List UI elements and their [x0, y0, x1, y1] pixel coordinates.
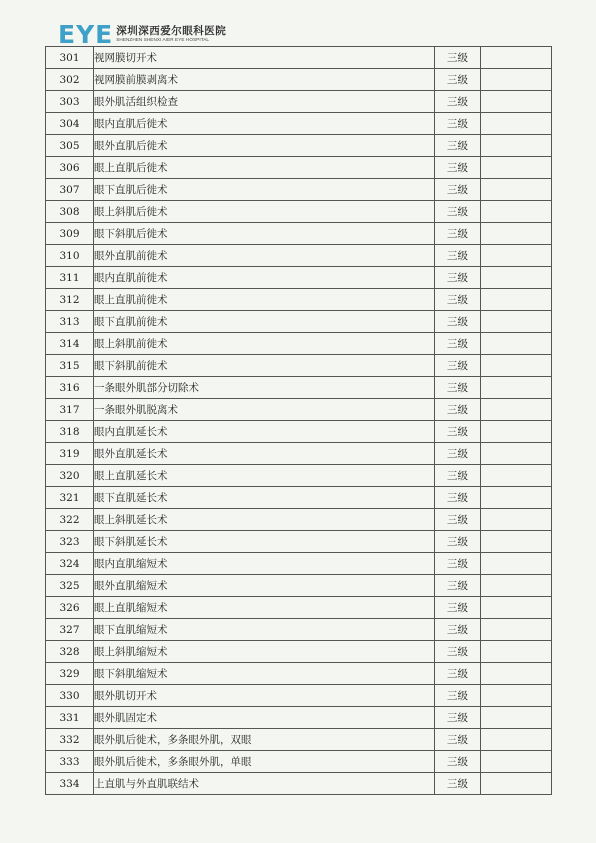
- surgery-level: 三级: [435, 135, 481, 157]
- remarks-cell: [481, 465, 552, 487]
- row-number: 327: [46, 619, 94, 641]
- surgery-level: 三级: [435, 223, 481, 245]
- remarks-cell: [481, 773, 552, 795]
- procedure-name: 眼外肌后徙术，多条眼外肌，双眼: [94, 729, 435, 751]
- remarks-cell: [481, 47, 552, 69]
- remarks-cell: [481, 751, 552, 773]
- remarks-cell: [481, 553, 552, 575]
- row-number: 329: [46, 663, 94, 685]
- remarks-cell: [481, 531, 552, 553]
- surgery-level: 三级: [435, 597, 481, 619]
- row-number: 312: [46, 289, 94, 311]
- table-row: [46, 641, 552, 663]
- procedure-name: 眼上斜肌后徙术: [94, 201, 435, 223]
- surgery-level: 三级: [435, 69, 481, 91]
- remarks-cell: [481, 91, 552, 113]
- procedure-name: 眼上斜肌前徙术: [94, 333, 435, 355]
- surgery-level: 三级: [435, 663, 481, 685]
- row-number: 302: [46, 69, 94, 91]
- hospital-logo: EYE: [58, 20, 114, 49]
- surgery-level: 三级: [435, 729, 481, 751]
- row-number: 325: [46, 575, 94, 597]
- remarks-cell: [481, 663, 552, 685]
- surgery-level: 三级: [435, 531, 481, 553]
- surgery-level: 三级: [435, 575, 481, 597]
- procedure-name: 视网膜前膜剥离术: [94, 69, 435, 91]
- table-row: [46, 91, 552, 113]
- remarks-cell: [481, 707, 552, 729]
- row-number: 307: [46, 179, 94, 201]
- row-number: 308: [46, 201, 94, 223]
- hospital-name-cn: 深圳深西爱尔眼科医院: [116, 24, 227, 37]
- procedure-name: 眼外直肌后徙术: [94, 135, 435, 157]
- procedure-name: 眼下斜肌前徙术: [94, 355, 435, 377]
- hospital-header: [58, 22, 226, 47]
- procedure-name: 眼外肌活组织检查: [94, 91, 435, 113]
- table-row: [46, 421, 552, 443]
- row-number: 304: [46, 113, 94, 135]
- surgery-level: 三级: [435, 487, 481, 509]
- surgery-level: 三级: [435, 751, 481, 773]
- procedure-name: 眼外直肌前徙术: [94, 245, 435, 267]
- remarks-cell: [481, 355, 552, 377]
- table-row: [46, 553, 552, 575]
- surgery-level: 三级: [435, 641, 481, 663]
- procedure-name: 眼内直肌后徙术: [94, 113, 435, 135]
- surgery-level: 三级: [435, 333, 481, 355]
- remarks-cell: [481, 267, 552, 289]
- row-number: 306: [46, 157, 94, 179]
- remarks-cell: [481, 443, 552, 465]
- procedure-name: 眼上斜肌延长术: [94, 509, 435, 531]
- surgery-level: 三级: [435, 707, 481, 729]
- remarks-cell: [481, 509, 552, 531]
- table-row: [46, 245, 552, 267]
- surgery-level: 三级: [435, 289, 481, 311]
- row-number: 333: [46, 751, 94, 773]
- table-row: [46, 69, 552, 91]
- remarks-cell: [481, 597, 552, 619]
- procedure-name: 眼上直肌前徙术: [94, 289, 435, 311]
- procedure-name: 眼内直肌缩短术: [94, 553, 435, 575]
- table-row: [46, 223, 552, 245]
- procedure-name: 眼外肌固定术: [94, 707, 435, 729]
- remarks-cell: [481, 685, 552, 707]
- procedure-name: 眼下直肌后徙术: [94, 179, 435, 201]
- row-number: 315: [46, 355, 94, 377]
- remarks-cell: [481, 69, 552, 91]
- table-row: [46, 509, 552, 531]
- surgery-level: 三级: [435, 553, 481, 575]
- remarks-cell: [481, 377, 552, 399]
- table-row: [46, 333, 552, 355]
- procedure-name: 眼下斜肌缩短术: [94, 663, 435, 685]
- surgery-level: 三级: [435, 399, 481, 421]
- surgery-level: 三级: [435, 355, 481, 377]
- surgery-level: 三级: [435, 113, 481, 135]
- remarks-cell: [481, 399, 552, 421]
- table-row: [46, 729, 552, 751]
- surgery-level: 三级: [435, 179, 481, 201]
- surgery-level: 三级: [435, 619, 481, 641]
- table-row: [46, 47, 552, 69]
- remarks-cell: [481, 575, 552, 597]
- remarks-cell: [481, 113, 552, 135]
- row-number: 314: [46, 333, 94, 355]
- remarks-cell: [481, 223, 552, 245]
- procedure-name: 眼下直肌延长术: [94, 487, 435, 509]
- procedure-name: 一条眼外肌脱离术: [94, 399, 435, 421]
- row-number: 321: [46, 487, 94, 509]
- procedure-name: 眼上直肌缩短术: [94, 597, 435, 619]
- row-number: 328: [46, 641, 94, 663]
- surgery-level: 三级: [435, 465, 481, 487]
- row-number: 313: [46, 311, 94, 333]
- row-number: 323: [46, 531, 94, 553]
- surgery-level: 三级: [435, 245, 481, 267]
- procedure-name: 视网膜切开术: [94, 47, 435, 69]
- row-number: 332: [46, 729, 94, 751]
- table-row: [46, 707, 552, 729]
- procedure-name: 眼上直肌后徙术: [94, 157, 435, 179]
- row-number: 311: [46, 267, 94, 289]
- procedure-name: 眼下斜肌后徙术: [94, 223, 435, 245]
- surgery-level: 三级: [435, 509, 481, 531]
- surgery-level: 三级: [435, 91, 481, 113]
- procedure-name: 一条眼外肌部分切除术: [94, 377, 435, 399]
- table-row: [46, 531, 552, 553]
- row-number: 317: [46, 399, 94, 421]
- remarks-cell: [481, 289, 552, 311]
- table-row: [46, 267, 552, 289]
- table-row: [46, 399, 552, 421]
- procedure-name: 上直肌与外直肌联结术: [94, 773, 435, 795]
- row-number: 326: [46, 597, 94, 619]
- hospital-name-en: SHENZHEN SHENXI AIER EYE HOSPITAL: [116, 37, 210, 43]
- surgery-level: 三级: [435, 377, 481, 399]
- remarks-cell: [481, 333, 552, 355]
- surgery-level: 三级: [435, 773, 481, 795]
- procedure-name: 眼上直肌延长术: [94, 465, 435, 487]
- remarks-cell: [481, 421, 552, 443]
- procedure-name: 眼上斜肌缩短术: [94, 641, 435, 663]
- row-number: 301: [46, 47, 94, 69]
- procedure-table-body: [46, 47, 552, 795]
- surgery-level: 三级: [435, 311, 481, 333]
- row-number: 310: [46, 245, 94, 267]
- table-row: [46, 311, 552, 333]
- procedure-name: 眼内直肌前徙术: [94, 267, 435, 289]
- remarks-cell: [481, 201, 552, 223]
- row-number: 319: [46, 443, 94, 465]
- table-row: [46, 773, 552, 795]
- table-row: [46, 685, 552, 707]
- procedure-name: 眼内直肌延长术: [94, 421, 435, 443]
- surgery-level: 三级: [435, 267, 481, 289]
- row-number: 324: [46, 553, 94, 575]
- remarks-cell: [481, 157, 552, 179]
- row-number: 318: [46, 421, 94, 443]
- procedure-name: 眼外直肌延长术: [94, 443, 435, 465]
- row-number: 330: [46, 685, 94, 707]
- table-row: [46, 289, 552, 311]
- remarks-cell: [481, 311, 552, 333]
- procedure-name: 眼下斜肌延长术: [94, 531, 435, 553]
- row-number: 334: [46, 773, 94, 795]
- table-row: [46, 157, 552, 179]
- procedure-name: 眼下直肌缩短术: [94, 619, 435, 641]
- table-row: [46, 465, 552, 487]
- table-row: [46, 443, 552, 465]
- surgery-level: 三级: [435, 201, 481, 223]
- remarks-cell: [481, 729, 552, 751]
- procedure-name: 眼外肌后徙术，多条眼外肌，单眼: [94, 751, 435, 773]
- row-number: 331: [46, 707, 94, 729]
- remarks-cell: [481, 641, 552, 663]
- procedure-name: 眼外直肌缩短术: [94, 575, 435, 597]
- row-number: 309: [46, 223, 94, 245]
- remarks-cell: [481, 619, 552, 641]
- table-row: [46, 619, 552, 641]
- surgery-level: 三级: [435, 47, 481, 69]
- remarks-cell: [481, 179, 552, 201]
- table-row: [46, 575, 552, 597]
- table-row: [46, 113, 552, 135]
- table-row: [46, 751, 552, 773]
- procedure-name: 眼下直肌前徙术: [94, 311, 435, 333]
- table-row: [46, 355, 552, 377]
- row-number: 303: [46, 91, 94, 113]
- table-row: [46, 179, 552, 201]
- table-row: [46, 377, 552, 399]
- row-number: 316: [46, 377, 94, 399]
- surgery-level: 三级: [435, 685, 481, 707]
- procedure-name: 眼外肌切开术: [94, 685, 435, 707]
- surgery-level: 三级: [435, 157, 481, 179]
- table-row: [46, 487, 552, 509]
- remarks-cell: [481, 487, 552, 509]
- surgery-level: 三级: [435, 443, 481, 465]
- procedure-table: [45, 46, 552, 795]
- table-row: [46, 597, 552, 619]
- table-row: [46, 663, 552, 685]
- row-number: 320: [46, 465, 94, 487]
- remarks-cell: [481, 245, 552, 267]
- table-row: [46, 201, 552, 223]
- row-number: 305: [46, 135, 94, 157]
- row-number: 322: [46, 509, 94, 531]
- remarks-cell: [481, 135, 552, 157]
- table-row: [46, 135, 552, 157]
- surgery-level: 三级: [435, 421, 481, 443]
- hospital-name-block: [116, 26, 226, 43]
